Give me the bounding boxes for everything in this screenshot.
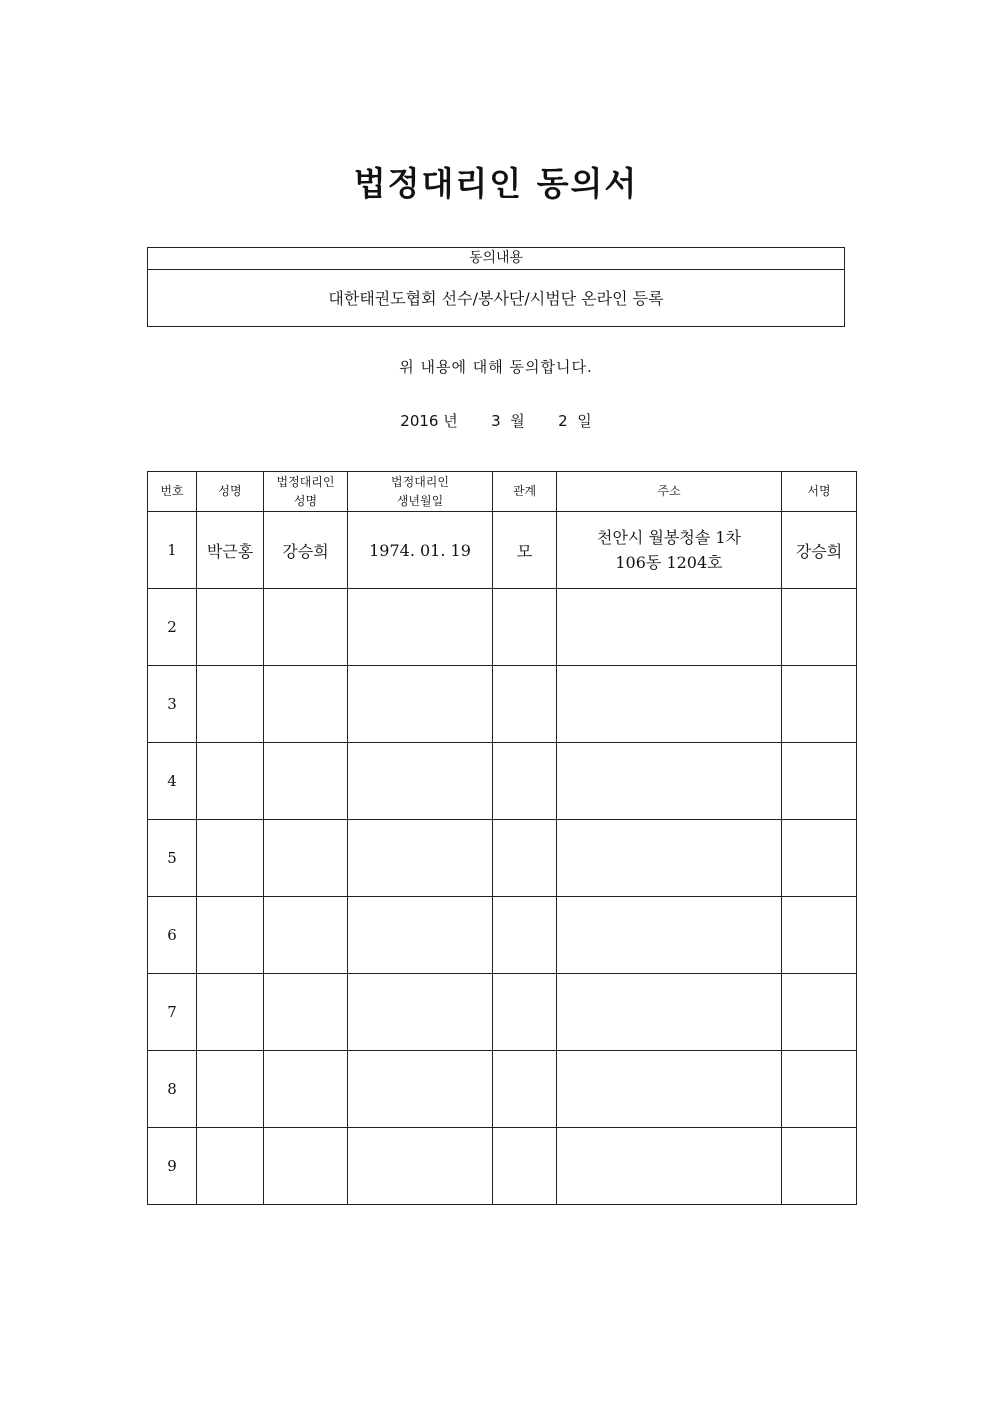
- cell-guardian-birth: [348, 589, 493, 666]
- guardian-registration-table: [147, 471, 857, 1205]
- consent-box: [147, 247, 845, 327]
- cell-name: [197, 974, 264, 1051]
- cell-relation: [493, 743, 557, 820]
- cell-guardian-birth: [348, 1128, 493, 1205]
- table-row: [148, 666, 857, 743]
- cell-guardian-name: [264, 666, 348, 743]
- cell-address: [557, 974, 782, 1051]
- cell-address: [557, 512, 782, 589]
- cell-relation: [493, 589, 557, 666]
- consent-header: 동의내용: [148, 248, 844, 270]
- cell-address: [557, 589, 782, 666]
- cell-address: [557, 1051, 782, 1128]
- cell-relation: [493, 666, 557, 743]
- date-year-unit: 년: [443, 412, 458, 430]
- cell-signature: [782, 974, 857, 1051]
- header-guardian-birth: 법정대리인 생년월일: [348, 472, 493, 512]
- cell-number: 3: [148, 666, 197, 743]
- cell-relation: [493, 1051, 557, 1128]
- cell-guardian-birth: [348, 974, 493, 1051]
- cell-relation: [493, 1128, 557, 1205]
- cell-signature: [782, 589, 857, 666]
- cell-name: [197, 666, 264, 743]
- consent-content: 대한태권도협회 선수/봉사단/시범단 온라인 등록: [328, 289, 664, 308]
- cell-name: [197, 820, 264, 897]
- table-row: [148, 512, 857, 589]
- cell-guardian-birth: [348, 743, 493, 820]
- table-row: [148, 1128, 857, 1205]
- agreement-statement: 위 내용에 대해 동의합니다.: [399, 358, 593, 376]
- cell-address: [557, 820, 782, 897]
- cell-signature: [782, 1128, 857, 1205]
- table-row: [148, 897, 857, 974]
- cell-guardian-name: [264, 589, 348, 666]
- header-relation: 관계: [493, 472, 557, 512]
- date-month-unit: 월: [510, 412, 525, 430]
- cell-signature: [782, 743, 857, 820]
- cell-guardian-name: [264, 897, 348, 974]
- date-day: 2: [558, 412, 568, 430]
- table-row: [148, 820, 857, 897]
- cell-relation: [493, 820, 557, 897]
- cell-guardian-name: [264, 1051, 348, 1128]
- cell-name: 박근홍: [197, 512, 264, 589]
- cell-guardian-birth: [348, 820, 493, 897]
- cell-relation: [493, 897, 557, 974]
- cell-number: 8: [148, 1051, 197, 1128]
- cell-address: [557, 897, 782, 974]
- header-number: 번호: [148, 472, 197, 512]
- cell-name: [197, 589, 264, 666]
- cell-number: 7: [148, 974, 197, 1051]
- cell-address: [557, 666, 782, 743]
- header-address: 주소: [557, 472, 782, 512]
- table-row: [148, 974, 857, 1051]
- cell-signature: [782, 897, 857, 974]
- cell-relation: [493, 974, 557, 1051]
- cell-guardian-birth: [348, 897, 493, 974]
- cell-signature: [782, 820, 857, 897]
- cell-signature: [782, 1051, 857, 1128]
- cell-number: 9: [148, 1128, 197, 1205]
- address-line-1: 천안시 월봉청솔 1차: [597, 528, 741, 547]
- cell-name: [197, 1128, 264, 1205]
- cell-signature: 강승희: [782, 512, 857, 589]
- date-month: 3: [491, 412, 501, 430]
- cell-guardian-name: [264, 974, 348, 1051]
- cell-name: [197, 897, 264, 974]
- date-year: 2016: [400, 412, 439, 430]
- date-day-unit: 일: [577, 412, 592, 430]
- table-row: [148, 589, 857, 666]
- header-signature: 서명: [782, 472, 857, 512]
- table-row: [148, 743, 857, 820]
- cell-name: [197, 743, 264, 820]
- document-title: 법정대리인 동의서: [353, 164, 639, 203]
- cell-number: 5: [148, 820, 197, 897]
- cell-name: [197, 1051, 264, 1128]
- cell-address: [557, 1128, 782, 1205]
- cell-guardian-name: [264, 820, 348, 897]
- cell-guardian-name: [264, 1128, 348, 1205]
- cell-address: [557, 743, 782, 820]
- header-guardian-name: 법정대리인 성명: [264, 472, 348, 512]
- cell-guardian-name: [264, 743, 348, 820]
- cell-guardian-birth: [348, 666, 493, 743]
- table-row: [148, 1051, 857, 1128]
- cell-number: 2: [148, 589, 197, 666]
- cell-guardian-birth: [348, 1051, 493, 1128]
- cell-number: 4: [148, 743, 197, 820]
- address-line-2: 106동 1204호: [615, 553, 723, 572]
- cell-guardian-birth: 1974. 01. 19: [348, 512, 493, 589]
- signing-date: [0, 410, 992, 431]
- cell-number: 1: [148, 512, 197, 589]
- cell-guardian-name: 강승희: [264, 512, 348, 589]
- cell-relation: 모: [493, 512, 557, 589]
- table-header-row: [148, 472, 857, 512]
- header-name: 성명: [197, 472, 264, 512]
- cell-number: 6: [148, 897, 197, 974]
- cell-signature: [782, 666, 857, 743]
